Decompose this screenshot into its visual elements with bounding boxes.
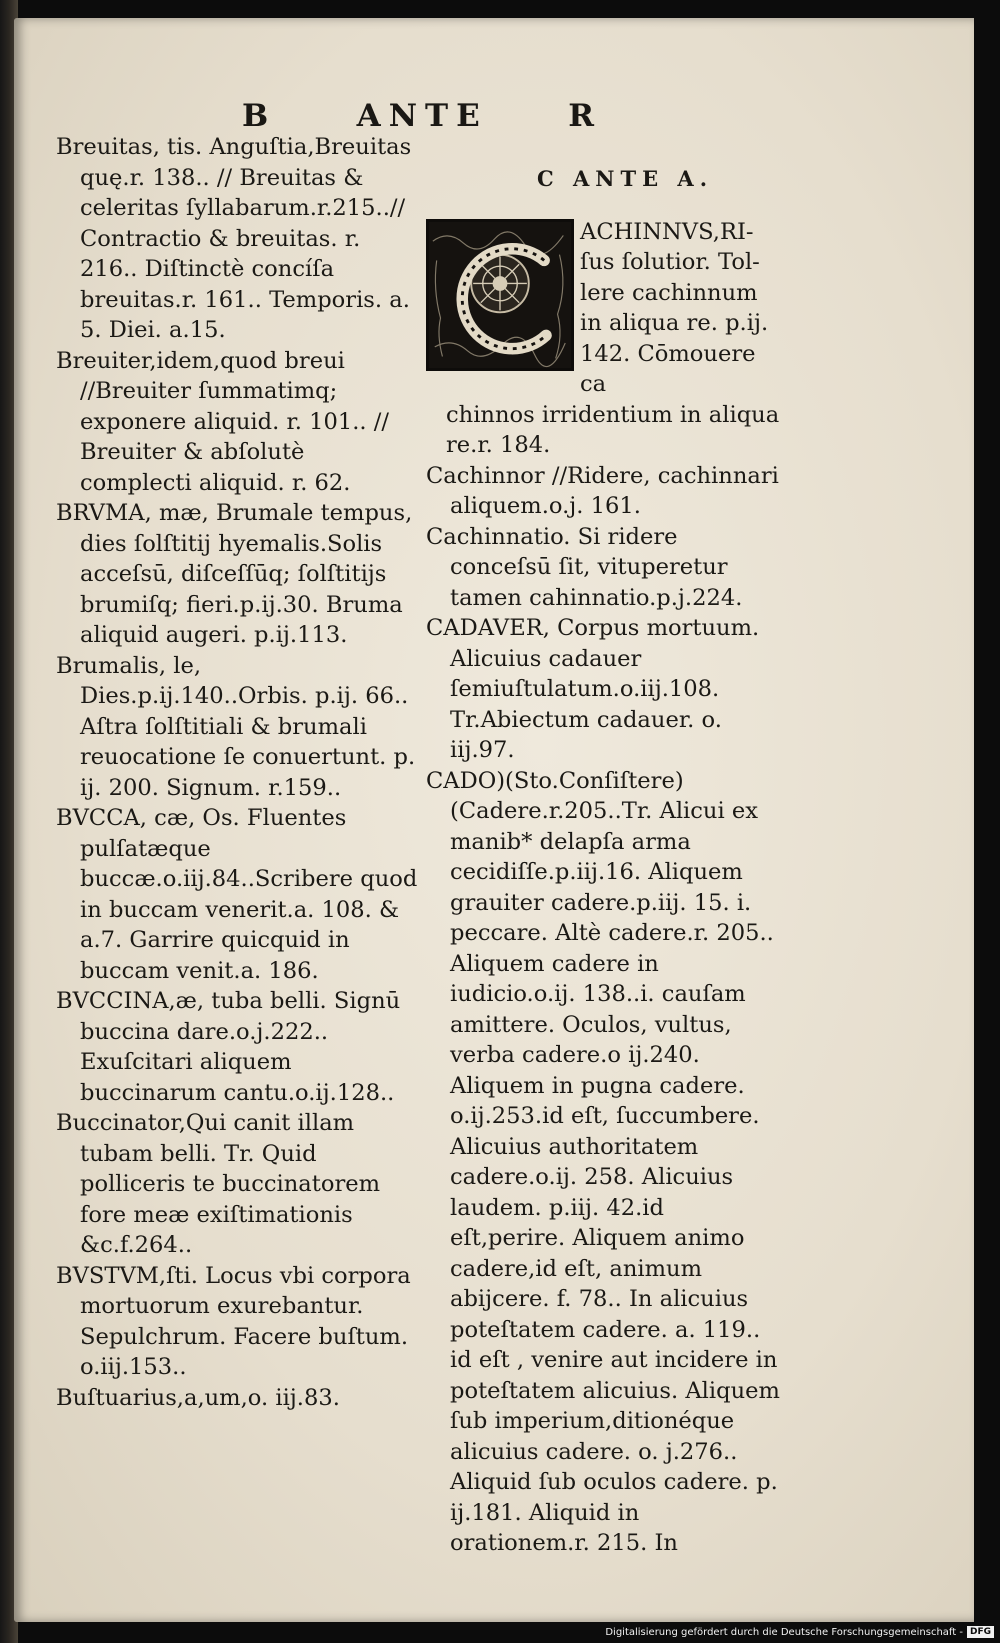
running-header xyxy=(242,98,602,134)
header-letter-left: B xyxy=(242,98,277,134)
dictionary-entry: Buſtuarius,a,um,o. iij.83. xyxy=(56,1384,340,1411)
section-heading: C ANTE A. xyxy=(536,166,714,191)
dfg-logo-badge: DFG xyxy=(967,1626,994,1638)
dictionary-entry: Buccinator,Qui canit illam tubam belli. Tr. Quid polliceris te buccinatorem fore meæ exiſtimationis &c.f.264.. xyxy=(56,1110,381,1258)
first-entry-lines xyxy=(580,217,780,400)
book-page xyxy=(14,18,974,1622)
first-entry-line: ſus ſolutior. Tol- xyxy=(580,249,760,275)
digitization-credit xyxy=(605,1625,994,1639)
dictionary-entry: CADAVER, Corpus mortuum. Alicuius cadauer ſemiuſtulatum.o.iij.108. Tr.Abiectum cadauer. o. iij.97. xyxy=(426,615,760,763)
first-entry-line: ACHINNVS,RI- xyxy=(580,218,754,245)
right-column xyxy=(426,164,780,1559)
first-entry-continuation: chinnos irridentium in aliqua re.r. 184. xyxy=(446,401,780,458)
header-word: ANTE xyxy=(356,98,488,134)
dictionary-entry: BVSTVM,ſti. Locus vbi corpora mortuorum exurebantur. Sepulchrum. Facere buſtum. o.iij.153.. xyxy=(56,1262,411,1380)
left-column xyxy=(56,132,418,1413)
first-entry-line: 142. Cōmouere ca xyxy=(580,340,756,397)
first-entry xyxy=(426,217,780,400)
dictionary-entry: BRVMA, mæ, Brumale tempus, dies ſolſtitij hyemalis.Solis acceſsū, diſceſſūq; ſolſtitijs brumiſq; fieri.p.ij.30. Bruma aliquid augeri. p.ij.113. xyxy=(56,500,413,648)
dictionary-entry: Brumalis, le, Dies.p.ij.140..Orbis. p.ij. 66.. Aſtra ſolſtitiali & brumali reuocatione ſe conuertunt. p. ij. 200. Signum. r.159.. xyxy=(56,652,416,801)
dictionary-entry: CADO)(Sto.Conſiſtere)(Cadere.r.205..Tr. Alicui ex manib* delapſa arma cecidiſſe.p.iij.16. Aliquem grauiter cadere.p.iij. 15. i. peccare. Altè cadere.r. 205.. Aliquem cadere in iudicio.o.ij. 138..i. cauſam amittere. Oculos, vultus, verba cadere.o ij.240. Aliquem in pugna cadere. o.ij.253.id eſt, ſuccumbere. Alicuius authoritatem cadere.o.ij. 258. Alicuius laudem. p.iij. 42.id eſt,perire. Aliquem animo cadere,id eſt, animum abijcere. f. 78.. In alicuius poteſtatem cadere. a. 119.. id eſt , venire aut incidere in poteſtatem alicuius. Aliquem ſub imperium,ditionéque alicuius cadere. o. j.276.. Aliquid ſub oculos cadere. p. ij.181. Aliquid in orationem.r. 215. In xyxy=(426,767,780,1556)
ornamental-initial-icon xyxy=(426,219,574,371)
first-entry-line: in aliqua re. p.ij. xyxy=(580,310,769,336)
dictionary-entry: Breuiter,idem,quod breui //Breuiter ſummatimq; exponere aliquid. r. 101.. // Breuiter & abſolutè complecti aliquid. r. 62. xyxy=(56,347,390,496)
dictionary-entry: BVCCA, cæ, Os. Fluentes pulſatæque buccæ.o.iij.84..Scribere quod in buccam venerit.a. 108. & a.7. Garrire quicquid in buccam venit.a. 186. xyxy=(56,805,418,984)
dictionary-entry: Cachinnatio. Si ridere conceſsū ſit, vituperetur tamen cahinnatio.p.j.224. xyxy=(426,523,743,611)
dictionary-entry: Cachinnor //Ridere, cachinnari aliquem.o.j. 161. xyxy=(426,462,779,519)
dictionary-entry: BVCCINA,æ, tuba belli. Signū buccina dare.o.j.222.. Exuſcitari aliquem buccinarum cantu.o.ij.128.. xyxy=(56,988,401,1106)
first-entry-line: lere cachinnum xyxy=(580,279,758,306)
header-letter-right: R xyxy=(568,98,602,134)
credit-text: Digitalisierung gefördert durch die Deutsche Forschungsgemeinschaft - xyxy=(605,1626,963,1638)
dictionary-entry: Breuitas, tis. Anguſtia,Breuitas quę.r. 138.. // Breuitas & celeritas ſyllabarum.r.215..// Contractio & breuitas. r. 216.. Diſtinctè concíſa breuitas.r. 161.. Temporis. a. 5. Diei. a.15. xyxy=(56,134,412,343)
